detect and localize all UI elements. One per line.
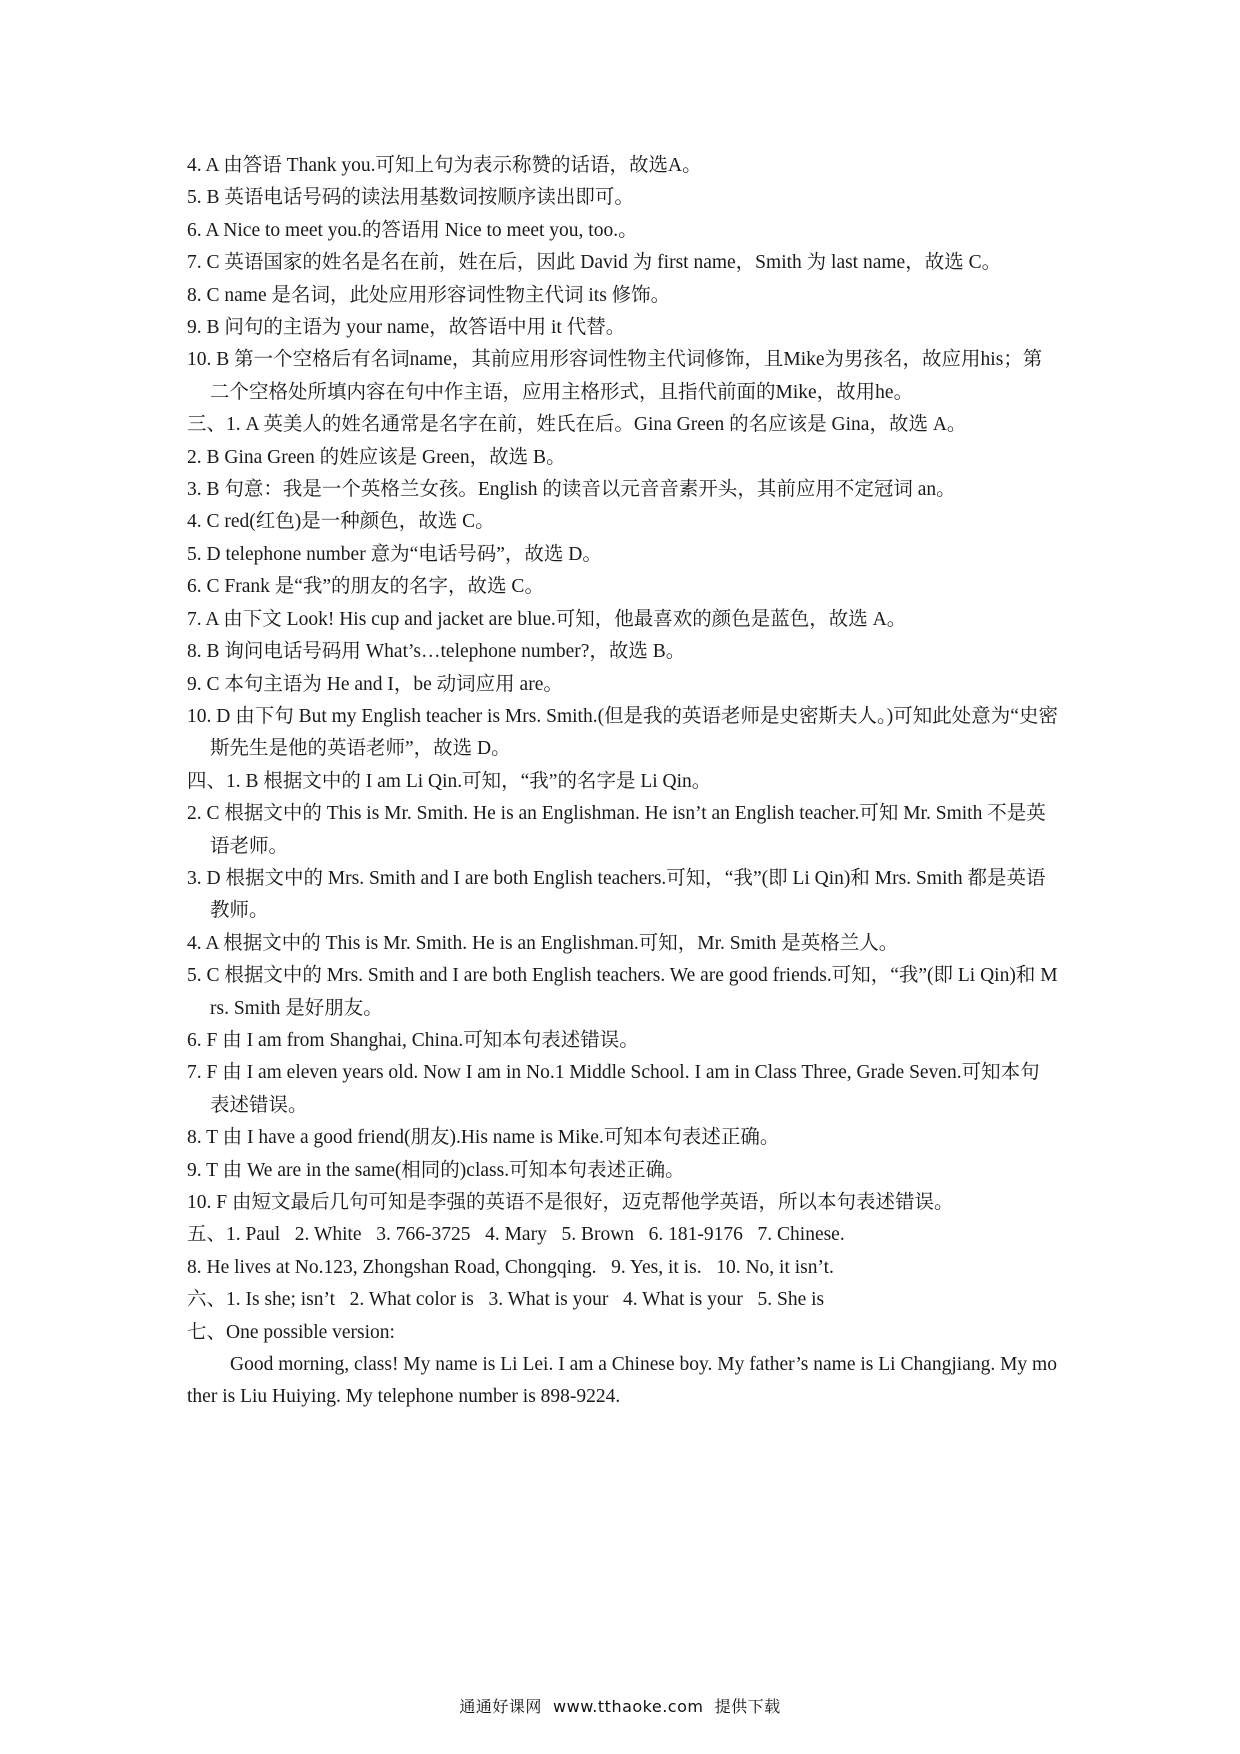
section-heading: 七、One possible version:	[187, 1321, 395, 1343]
answer-item: 7. F 由 I am eleven years old. Now I am in No.1 Middle School. I am in Class Three, Grade Seven.可知本句表述错误。	[187, 1062, 1040, 1116]
answer-item: 4. A 由答语 Thank you.可知上句为表示称赞的话语，故选A。	[187, 155, 702, 176]
answer-line: 8. He lives at No.123, Zhongshan Road, Chongqing. 9. Yes, it is. 10. No, it isn’t.	[187, 1256, 834, 1278]
answer-item: 5. C 根据文中的 Mrs. Smith and I are both English teachers. We are good friends.可知，“我”(即 Li Qin)和 Mrs. Smith 是好朋友。	[187, 965, 1058, 1019]
answer-line: 五、1. Paul 2. White 3. 766-3725 4. Mary 5. Brown 6. 181-9176 7. Chinese.	[187, 1224, 845, 1246]
answer-item: 5. D telephone number 意为“电话号码”，故选 D。	[187, 543, 602, 565]
answer-item: 6. F 由 I am from Shanghai, China.可知本句表述错误。	[187, 1029, 639, 1051]
section-five-answers	[187, 1219, 1059, 1284]
section-two-answers	[187, 150, 1059, 409]
answer-item: 8. B 询问电话号码用 What’s…telephone number?，故选 B。	[187, 641, 686, 663]
section-seven-writing	[187, 1317, 1059, 1414]
answer-item: 7. C 英语国家的姓名是名在前，姓在后，因此 David 为 first name，Smith 为 last name，故选 C。	[187, 252, 1002, 274]
section-four-answers	[187, 766, 1059, 1220]
answer-item: 4. A 根据文中的 This is Mr. Smith. He is an Englishman.可知，Mr. Smith 是英格兰人。	[187, 932, 899, 954]
section-three-answers	[187, 409, 1059, 765]
answer-item: 6. C Frank 是“我”的朋友的名字，故选 C。	[187, 576, 544, 598]
answer-item: 5. B 英语电话号码的读法用基数词按顺序读出即可。	[187, 187, 634, 209]
answer-item: 10. F 由短文最后几句可知是李强的英语不是很好，迈克帮他学英语，所以本句表述错误。	[187, 1192, 954, 1213]
answer-item: 7. A 由下文 Look! His cup and jacket are blue.可知，他最喜欢的颜色是蓝色，故选 A。	[187, 608, 907, 630]
answer-item: 3. D 根据文中的 Mrs. Smith and I are both English teachers.可知，“我”(即 Li Qin)和 Mrs. Smith 都是英语教师。	[187, 867, 1046, 922]
answer-item: 6. A Nice to meet you.的答语用 Nice to meet you, too.。	[187, 219, 638, 241]
answer-item: 9. T 由 We are in the same(相同的)class.可知本句表述正确。	[187, 1159, 685, 1181]
answer-line: 六、1. Is she; isn’t 2. What color is 3. What is your 4. What is your 5. She is	[187, 1289, 825, 1311]
answer-item: 4. C red(红色)是一种颜色，故选 C。	[187, 511, 495, 533]
answer-item: 三、1. A 英美人的姓名通常是名字在前，姓氏在后。Gina Green 的名应该是 Gina，故选 A。	[187, 414, 967, 436]
sample-paragraph: Good morning, class! My name is Li Lei. I am a Chinese boy. My father’s name is Li Changjiang. My mother is Liu Huiying. My telephone number is 898-9224.	[187, 1354, 1057, 1408]
page-footer: 通通好课网 www.tthaoke.com 提供下载	[459, 1697, 781, 1716]
answer-item: 10. D 由下句 But my English teacher is Mrs. Smith.(但是我的英语老师是史密斯夫人。)可知此处意为“史密斯先生是他的英语老师”，故选 D。	[187, 705, 1058, 760]
answer-item: 四、1. B 根据文中的 I am Li Qin.可知，“我”的名字是 Li Qin。	[187, 770, 712, 792]
section-six-answers	[187, 1284, 1059, 1316]
answer-item: 8. C name 是名词，此处应用形容词性物主代词 its 修饰。	[187, 284, 671, 306]
answer-item: 2. B Gina Green 的姓应该是 Green，故选 B。	[187, 446, 566, 468]
answer-key	[187, 150, 1059, 1414]
answer-item: 10. B 第一个空格后有名词name，其前应用形容词性物主代词修饰，且Mike为男孩名，故应用his；第二个空格处所填内容在句中作主语，应用主格形式，且指代前面的Mike，故用he。	[187, 349, 1043, 403]
answer-item: 2. C 根据文中的 This is Mr. Smith. He is an Englishman. He isn’t an English teacher.可知 Mr. Smith 不是英语老师。	[187, 803, 1046, 857]
answer-item: 8. T 由 I have a good friend(朋友).His name is Mike.可知本句表述正确。	[187, 1127, 780, 1149]
answer-item: 3. B 句意：我是一个英格兰女孩。English 的读音以元音音素开头，其前应用不定冠词 an。	[187, 479, 956, 501]
answer-item: 9. C 本句主语为 He and I，be 动词应用 are。	[187, 673, 563, 695]
answer-item: 9. B 问句的主语为 your name，故答语中用 it 代替。	[187, 317, 626, 339]
